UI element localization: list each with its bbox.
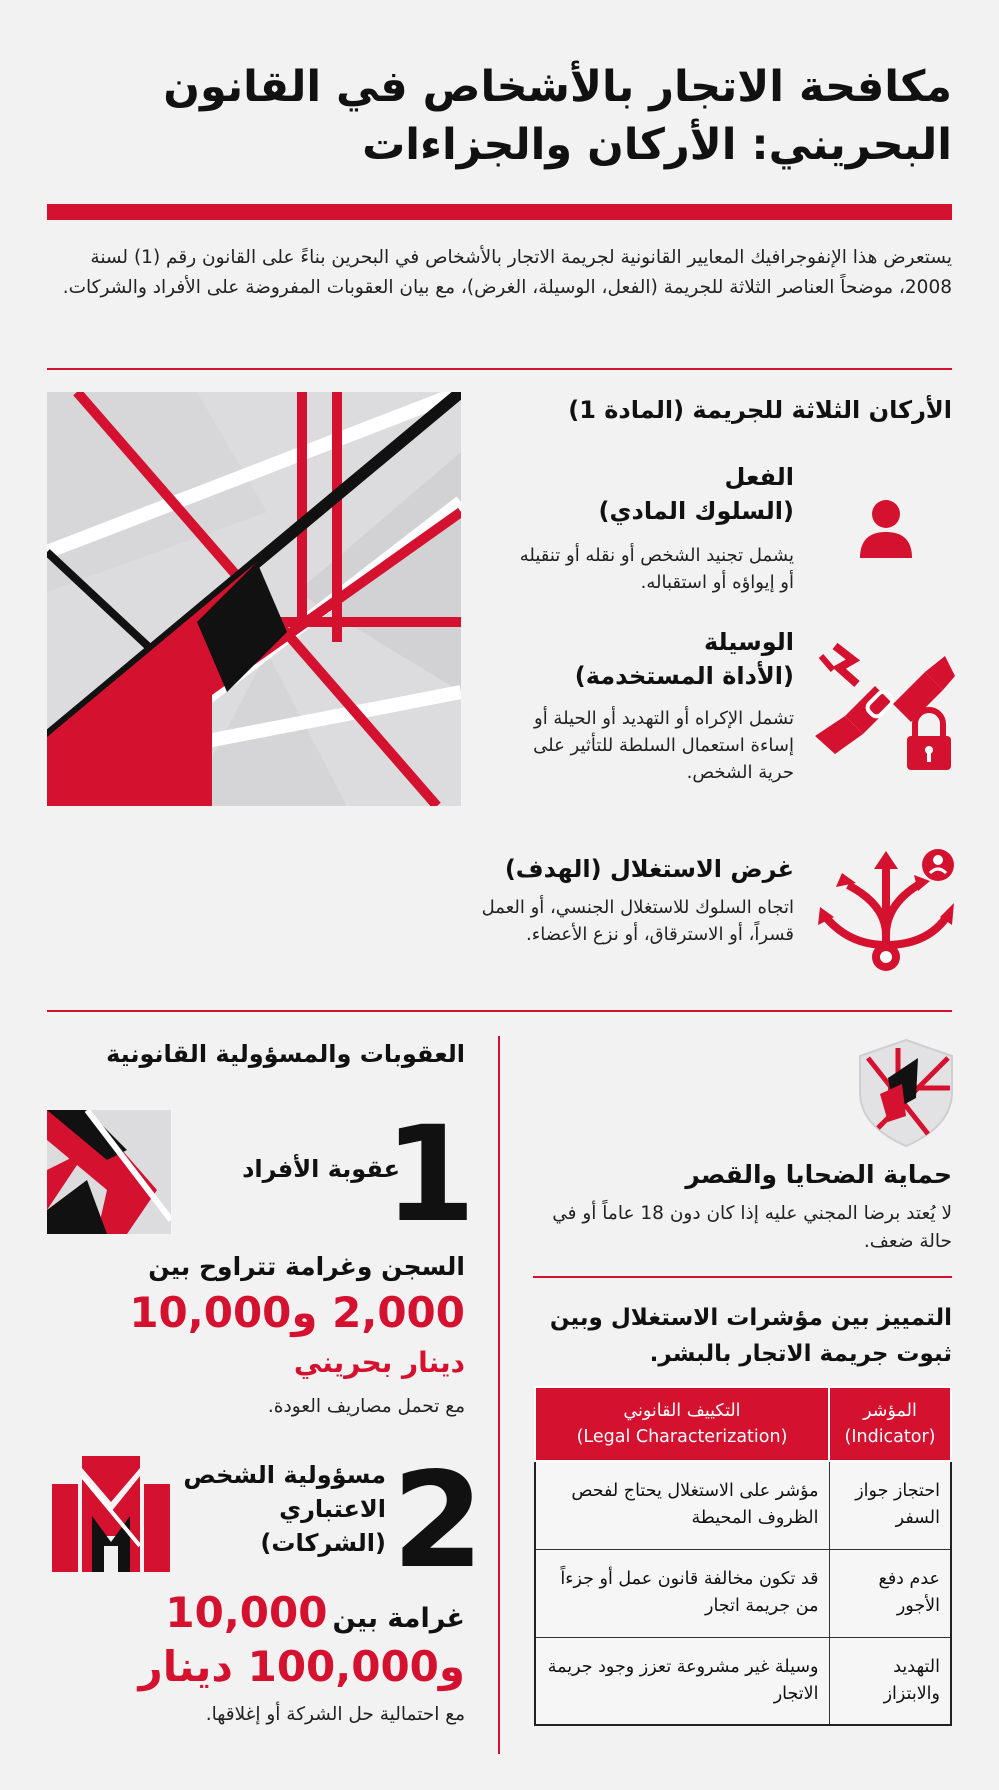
pillar-means-title-line1: الوسيلة: [703, 628, 794, 656]
indicators-table-header: [535, 1387, 951, 1461]
individuals-amount: 2,000 و10,000: [129, 1288, 465, 1337]
pillar-means-title: [494, 625, 794, 693]
indicators-heading: [532, 1300, 952, 1372]
pillar-act-title: [494, 460, 794, 528]
intro-paragraph: يستعرض هذا الإنفوجرافيك المعايير القانونية لجريمة الاتجار بالأشخاص في البحرين بناءً على القانون رقم (1) لسنة 2008، موضحاً العناصر الثلاثة للجريمة (الفعل، الوسيلة، الغرض)، مع بيان العقوبات المفروضة على الأفراد والشركات.: [62, 247, 952, 298]
broken-chain-lock-icon: [815, 636, 955, 772]
legal-cell: مؤشر على الاستغلال يحتاج لفحص الظروف المحيطة: [535, 1461, 829, 1549]
table-row: [535, 1637, 951, 1725]
legal-cell: قد تكون مخالفة قانون عمل أو جزءاً من جريمة اتجار: [535, 1549, 829, 1637]
companies-label-line3: (الشركات): [260, 1529, 386, 1557]
individuals-text: السجن وغرامة تتراوح بين: [148, 1252, 465, 1281]
person-icon: [856, 496, 916, 560]
individuals-art-tile: [47, 1110, 171, 1234]
table-row: [535, 1549, 951, 1637]
pillar-act-desc: يشمل تجنيد الشخص أو نقله أو تنقيله أو إيواؤه أو استقباله.: [519, 545, 794, 593]
pillar-means-title-line2: (الأداة المستخدمة): [574, 662, 794, 690]
individuals-number: 1: [384, 1098, 476, 1252]
pillar-act-title-line2: (السلوك المادي): [598, 497, 794, 525]
protection-desc: لا يُعتد برضا المجني عليه إذا كان دون 18 عاماً أو في حالة ضعف.: [552, 1203, 952, 1252]
pillar-means-desc: تشمل الإكراه أو التهديد أو الحيلة أو إساءة استعمال السلطة للتأثير على حرية الشخص.: [533, 708, 794, 783]
shield-icon: [858, 1038, 954, 1148]
companies-number: 2: [392, 1444, 484, 1598]
companies-label: [176, 1458, 386, 1560]
indicator-cell: احتجاز جواز السفر: [829, 1461, 951, 1549]
individuals-label: عقوبة الأفراد: [242, 1155, 400, 1183]
indicator-cell: عدم دفع الأجور: [829, 1549, 951, 1637]
indicators-heading-line2: ثبوت جريمة الاتجار بالبشر.: [649, 1341, 952, 1367]
column-header-indicator-en: (Indicator): [844, 1427, 936, 1447]
companies-text: غرامة بين: [332, 1603, 465, 1634]
pillars-heading: الأركان الثلاثة للجريمة (المادة 1): [568, 396, 952, 424]
title-divider: [47, 204, 952, 220]
pillar-purpose-desc: اتجاه السلوك للاستغلال الجنسي، أو العمل قسراً، أو الاسترقاق، أو نزع الأعضاء.: [481, 897, 794, 945]
section-divider-1: [47, 368, 952, 370]
companies-art-tile: [52, 1456, 170, 1572]
penalties-heading: العقوبات والمسؤولية القانونية: [106, 1040, 465, 1068]
table-row: [535, 1461, 951, 1549]
companies-amount-min: 10,000: [165, 1588, 328, 1637]
legal-cell: وسيلة غير مشروعة تعزز وجود جريمة الاتجار: [535, 1637, 829, 1725]
individuals-currency: دينار بحريني: [293, 1346, 465, 1379]
title-line-2: البحريني: الأركان والجزاءات: [362, 120, 952, 170]
individuals-note: مع تحمل مصاريف العودة.: [267, 1396, 465, 1417]
indicator-cell: التهديد والابتزاز: [829, 1637, 951, 1725]
companies-fine-line1: [47, 1586, 465, 1640]
section-divider-2: [47, 1010, 952, 1012]
abstract-geometric-art: [47, 392, 461, 806]
protection-title: حماية الضحايا والقصر: [685, 1160, 952, 1189]
page-title: [47, 58, 952, 174]
branching-arrows-icon: [818, 845, 954, 981]
column-header-indicator-ar: المؤشر: [863, 1401, 917, 1421]
companies-label-line1: مسؤولية الشخص: [183, 1461, 386, 1489]
pillar-act-title-line1: الفعل: [724, 463, 794, 491]
companies-note: مع احتمالية حل الشركة أو إغلاقها.: [205, 1704, 465, 1725]
column-header-legal: [535, 1387, 829, 1461]
column-header-indicator: [829, 1387, 951, 1461]
companies-label-line2: الاعتباري: [279, 1495, 386, 1523]
section-divider-3: [533, 1276, 952, 1278]
column-divider: [498, 1036, 500, 1754]
title-line-1: مكافحة الاتجار بالأشخاص في القانون: [163, 62, 952, 112]
indicators-table: [534, 1386, 952, 1726]
indicators-heading-line1: التمييز بين مؤشرات الاستغلال وبين: [549, 1305, 952, 1331]
column-header-legal-en: (Legal Characterization): [576, 1427, 788, 1447]
companies-amount-max: و100,000 دينار: [138, 1642, 465, 1691]
column-header-legal-ar: التكييف القانوني: [623, 1401, 741, 1421]
pillar-purpose-title: غرض الاستغلال (الهدف): [504, 855, 794, 883]
